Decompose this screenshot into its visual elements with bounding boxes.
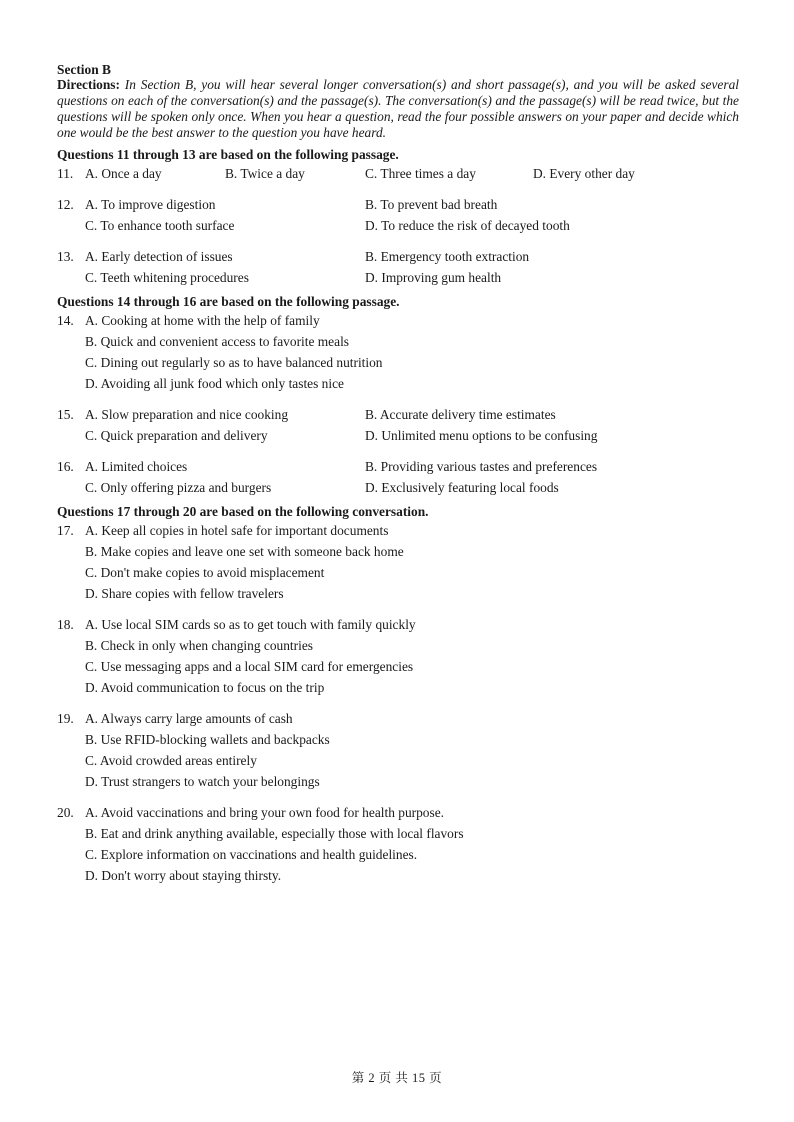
directions-label: Directions: [57,77,120,92]
option-a[interactable]: A. To improve digestion [85,197,216,212]
option-b[interactable]: B. Eat and drink anything available, especially those with local flavors [85,826,464,841]
option-c[interactable]: C. Don't make copies to avoid misplacement [85,565,325,580]
option-d[interactable]: D. To reduce the risk of decayed tooth [365,218,570,233]
option-b[interactable]: B. Use RFID-blocking wallets and backpacks [85,732,330,747]
option-b[interactable]: B. To prevent bad breath [365,197,498,212]
option-c[interactable]: C. Avoid crowded areas entirely [85,753,257,768]
option-c[interactable]: C. Teeth whitening procedures [85,270,249,285]
question-number: 13. [57,249,74,264]
option-d[interactable]: D. Exclusively featuring local foods [365,480,559,495]
option-a[interactable]: A. Cooking at home with the help of family [85,313,320,328]
option-b[interactable]: B. Quick and convenient access to favorite meals [85,334,350,349]
question-14 [57,310,739,394]
group-heading: Questions 11 through 13 are based on the following passage. [57,147,399,162]
question-number: 11. [57,166,74,181]
question-11 [57,163,739,184]
question-12 [57,194,739,236]
option-d[interactable]: D. Every other day [533,166,635,181]
question-20 [57,802,739,886]
question-18 [57,614,739,698]
question-number: 20. [57,805,74,820]
question-number: 12. [57,197,74,212]
option-a[interactable]: A. Slow preparation and nice cooking [85,407,289,422]
option-a[interactable]: A. Use local SIM cards so as to get touch with family quickly [85,617,416,632]
option-a[interactable]: A. Once a day [85,166,162,181]
option-b[interactable]: B. Twice a day [225,166,305,181]
option-d[interactable]: D. Don't worry about staying thirsty. [85,868,282,883]
section-title: Section B [57,62,111,77]
option-b[interactable]: B. Make copies and leave one set with someone back home [85,544,404,559]
page-number: 第 2 页 共 15 页 [351,1071,443,1085]
option-c[interactable]: C. Only offering pizza and burgers [85,480,272,495]
option-d[interactable]: D. Avoid communication to focus on the trip [85,680,325,695]
option-a[interactable]: A. Limited choices [85,459,188,474]
question-15 [57,404,739,446]
option-d[interactable]: D. Avoiding all junk food which only tastes nice [85,376,344,391]
question-number: 18. [57,617,74,632]
option-b[interactable]: B. Check in only when changing countries [85,638,313,653]
option-b[interactable]: B. Emergency tooth extraction [365,249,530,264]
exam-page [57,62,739,886]
question-13 [57,246,739,288]
option-c[interactable]: C. Quick preparation and delivery [85,428,268,443]
option-c[interactable]: C. Explore information on vaccinations and health guidelines. [85,847,418,862]
option-a[interactable]: A. Keep all copies in hotel safe for important documents [85,523,389,538]
question-17 [57,520,739,604]
question-number: 17. [57,523,74,538]
directions [57,77,739,141]
question-19 [57,708,739,792]
option-d[interactable]: D. Unlimited menu options to be confusing [365,428,598,443]
question-16 [57,456,739,498]
option-a[interactable]: A. Avoid vaccinations and bring your own food for health purpose. [85,805,444,820]
option-d[interactable]: D. Share copies with fellow travelers [85,586,284,601]
option-c[interactable]: C. Three times a day [365,166,476,181]
question-number: 14. [57,313,74,328]
directions-text: In Section B, you will hear several longer conversation(s) and short passage(s), and you will be asked several questions on each of the conversation(s) and the passage(s). The conversation(s) and the passage(s) will be read twice, but the questions will be spoken only once. When you hear a question, read the four possible answers on your paper and decide which one would be the best answer to the question you have heard. [57,77,739,140]
option-c[interactable]: C. To enhance tooth surface [85,218,235,233]
question-number: 16. [57,459,74,474]
group-heading: Questions 17 through 20 are based on the following conversation. [57,504,429,519]
option-b[interactable]: B. Accurate delivery time estimates [365,407,556,422]
question-number: 19. [57,711,74,726]
option-b[interactable]: B. Providing various tastes and preferences [365,459,598,474]
option-c[interactable]: C. Use messaging apps and a local SIM card for emergencies [85,659,414,674]
option-d[interactable]: D. Trust strangers to watch your belongings [85,774,320,789]
group-heading: Questions 14 through 16 are based on the following passage. [57,294,400,309]
option-c[interactable]: C. Dining out regularly so as to have balanced nutrition [85,355,383,370]
question-number: 15. [57,407,74,422]
option-a[interactable]: A. Always carry large amounts of cash [85,711,293,726]
option-a[interactable]: A. Early detection of issues [85,249,233,264]
option-d[interactable]: D. Improving gum health [365,270,502,285]
